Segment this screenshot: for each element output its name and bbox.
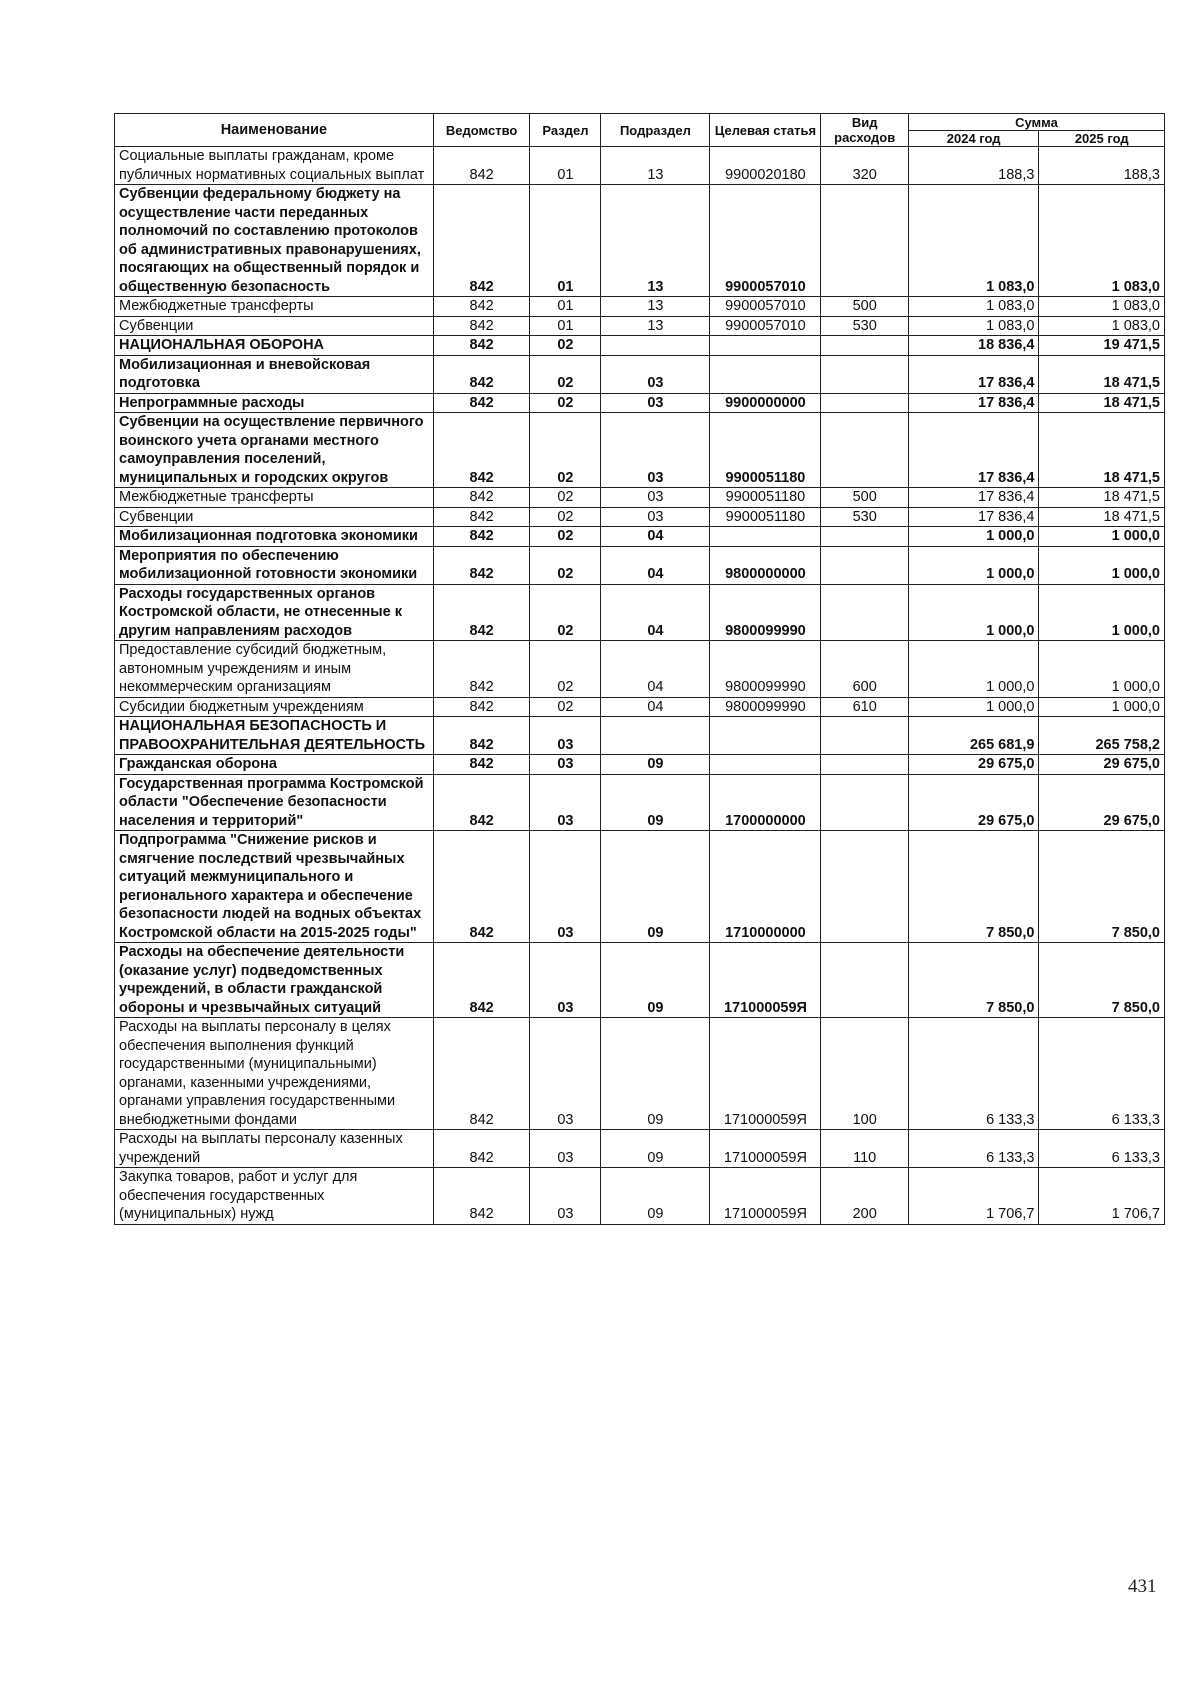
cell-subsection: 04 — [601, 546, 710, 584]
cell-dept: 842 — [433, 1018, 530, 1130]
cell-y2024: 6 133,3 — [908, 1018, 1039, 1130]
table-row — [115, 641, 1165, 698]
cell-name: Подпрограмма "Снижение рисков и смягчение последствий чрезвычайных ситуаций межмуниципального и регионального характера и обеспечение безопасности людей на водных объектах Костромской области на 2015-2025 годы" — [115, 831, 434, 943]
table-row — [115, 507, 1165, 527]
cell-y2024: 1 000,0 — [908, 697, 1039, 717]
cell-exptype: 500 — [821, 488, 908, 508]
cell-name: Расходы государственных органов Костромской области, не отнесенные к другим направлениям расходов — [115, 584, 434, 641]
table-row — [115, 297, 1165, 317]
cell-y2024: 17 836,4 — [908, 413, 1039, 488]
cell-name: Субвенции — [115, 316, 434, 336]
cell-subsection: 03 — [601, 413, 710, 488]
cell-dept: 842 — [433, 413, 530, 488]
table-row — [115, 1168, 1165, 1225]
cell-y2024: 29 675,0 — [908, 774, 1039, 831]
cell-dept: 842 — [433, 336, 530, 356]
cell-name: Субвенции — [115, 507, 434, 527]
budget-table — [114, 113, 1165, 1225]
cell-y2024: 29 675,0 — [908, 755, 1039, 775]
cell-section: 03 — [530, 1018, 601, 1130]
header-target: Целевая статья — [710, 114, 821, 147]
cell-subsection: 04 — [601, 697, 710, 717]
cell-subsection: 13 — [601, 297, 710, 317]
cell-target — [710, 527, 821, 547]
cell-section: 02 — [530, 641, 601, 698]
cell-target: 171000059Я — [710, 1018, 821, 1130]
cell-y2025: 1 706,7 — [1039, 1168, 1165, 1225]
cell-name: Непрограммные расходы — [115, 393, 434, 413]
cell-target: 9900000000 — [710, 393, 821, 413]
cell-target: 9800099990 — [710, 697, 821, 717]
cell-section: 02 — [530, 393, 601, 413]
cell-name: Социальные выплаты гражданам, кроме публичных нормативных социальных выплат — [115, 147, 434, 185]
cell-section: 02 — [530, 527, 601, 547]
cell-exptype — [821, 546, 908, 584]
cell-y2025: 18 471,5 — [1039, 507, 1165, 527]
table-row — [115, 774, 1165, 831]
cell-target: 9800000000 — [710, 546, 821, 584]
cell-dept: 842 — [433, 527, 530, 547]
cell-section: 02 — [530, 413, 601, 488]
cell-name: Расходы на выплаты персоналу казенных учреждений — [115, 1130, 434, 1168]
cell-subsection: 09 — [601, 774, 710, 831]
cell-target: 9900020180 — [710, 147, 821, 185]
table-row — [115, 831, 1165, 943]
cell-y2025: 1 000,0 — [1039, 697, 1165, 717]
cell-y2025: 6 133,3 — [1039, 1018, 1165, 1130]
cell-name: Субвенции на осуществление первичного воинского учета органами местного самоуправления поселений, муниципальных и городских округов — [115, 413, 434, 488]
cell-y2025: 19 471,5 — [1039, 336, 1165, 356]
header-name: Наименование — [115, 114, 434, 147]
cell-dept: 842 — [433, 355, 530, 393]
cell-subsection: 03 — [601, 355, 710, 393]
cell-dept: 842 — [433, 717, 530, 755]
cell-subsection: 04 — [601, 641, 710, 698]
cell-name: НАЦИОНАЛЬНАЯ ОБОРОНА — [115, 336, 434, 356]
cell-name: НАЦИОНАЛЬНАЯ БЕЗОПАСНОСТЬ И ПРАВООХРАНИТЕЛЬНАЯ ДЕЯТЕЛЬНОСТЬ — [115, 717, 434, 755]
table-row — [115, 527, 1165, 547]
cell-y2024: 17 836,4 — [908, 507, 1039, 527]
table-row — [115, 355, 1165, 393]
cell-subsection: 04 — [601, 527, 710, 547]
cell-section: 02 — [530, 546, 601, 584]
cell-exptype: 100 — [821, 1018, 908, 1130]
cell-y2024: 17 836,4 — [908, 355, 1039, 393]
cell-subsection: 09 — [601, 831, 710, 943]
cell-y2025: 1 000,0 — [1039, 584, 1165, 641]
header-dept: Ведомство — [433, 114, 530, 147]
cell-y2025: 29 675,0 — [1039, 774, 1165, 831]
cell-target: 9900057010 — [710, 297, 821, 317]
cell-exptype: 500 — [821, 297, 908, 317]
table-row — [115, 488, 1165, 508]
cell-dept: 842 — [433, 774, 530, 831]
cell-section: 03 — [530, 1130, 601, 1168]
table-row — [115, 943, 1165, 1018]
cell-y2025: 265 758,2 — [1039, 717, 1165, 755]
cell-name: Субсидии бюджетным учреждениям — [115, 697, 434, 717]
cell-y2024: 1 000,0 — [908, 641, 1039, 698]
cell-y2024: 1 083,0 — [908, 185, 1039, 297]
cell-section: 02 — [530, 507, 601, 527]
table-row — [115, 393, 1165, 413]
cell-name: Мобилизационная и вневойсковая подготовка — [115, 355, 434, 393]
cell-y2024: 1 000,0 — [908, 527, 1039, 547]
cell-exptype: 200 — [821, 1168, 908, 1225]
cell-section: 02 — [530, 697, 601, 717]
cell-name: Межбюджетные трансферты — [115, 297, 434, 317]
cell-y2025: 1 000,0 — [1039, 546, 1165, 584]
table-row — [115, 1018, 1165, 1130]
cell-exptype — [821, 584, 908, 641]
cell-y2025: 1 000,0 — [1039, 641, 1165, 698]
cell-exptype — [821, 943, 908, 1018]
cell-section: 03 — [530, 1168, 601, 1225]
cell-name: Гражданская оборона — [115, 755, 434, 775]
cell-subsection: 03 — [601, 507, 710, 527]
cell-exptype — [821, 393, 908, 413]
cell-target — [710, 755, 821, 775]
cell-exptype — [821, 336, 908, 356]
cell-subsection: 13 — [601, 185, 710, 297]
cell-section: 01 — [530, 316, 601, 336]
header-sum: Сумма — [908, 114, 1164, 131]
cell-section: 01 — [530, 185, 601, 297]
cell-name: Расходы на обеспечение деятельности (оказание услуг) подведомственных учреждений, в области гражданской обороны и чрезвычайных ситуаций — [115, 943, 434, 1018]
cell-exptype — [821, 755, 908, 775]
cell-subsection: 09 — [601, 943, 710, 1018]
cell-y2025: 6 133,3 — [1039, 1130, 1165, 1168]
cell-y2024: 1 083,0 — [908, 297, 1039, 317]
cell-dept: 842 — [433, 831, 530, 943]
cell-target: 9800099990 — [710, 584, 821, 641]
cell-section: 03 — [530, 774, 601, 831]
cell-dept: 842 — [433, 943, 530, 1018]
cell-subsection: 13 — [601, 316, 710, 336]
cell-exptype: 110 — [821, 1130, 908, 1168]
table-row — [115, 316, 1165, 336]
cell-target — [710, 355, 821, 393]
cell-target: 1710000000 — [710, 831, 821, 943]
cell-y2024: 6 133,3 — [908, 1130, 1039, 1168]
cell-subsection: 09 — [601, 1130, 710, 1168]
cell-target: 9900057010 — [710, 185, 821, 297]
cell-target: 1700000000 — [710, 774, 821, 831]
cell-target: 9900051180 — [710, 488, 821, 508]
cell-dept: 842 — [433, 488, 530, 508]
cell-y2024: 1 000,0 — [908, 546, 1039, 584]
cell-y2024: 1 000,0 — [908, 584, 1039, 641]
cell-y2025: 1 083,0 — [1039, 297, 1165, 317]
cell-exptype: 600 — [821, 641, 908, 698]
cell-y2024: 188,3 — [908, 147, 1039, 185]
cell-section: 02 — [530, 488, 601, 508]
cell-y2025: 29 675,0 — [1039, 755, 1165, 775]
cell-subsection — [601, 717, 710, 755]
cell-dept: 842 — [433, 641, 530, 698]
cell-y2025: 1 000,0 — [1039, 527, 1165, 547]
cell-section: 03 — [530, 755, 601, 775]
cell-y2025: 18 471,5 — [1039, 355, 1165, 393]
header-year-2025: 2025 год — [1039, 131, 1165, 147]
cell-target: 9800099990 — [710, 641, 821, 698]
header-section: Раздел — [530, 114, 601, 147]
cell-name: Государственная программа Костромской области "Обеспечение безопасности населения и территорий" — [115, 774, 434, 831]
table-row — [115, 336, 1165, 356]
cell-y2025: 1 083,0 — [1039, 316, 1165, 336]
cell-exptype — [821, 355, 908, 393]
cell-subsection: 13 — [601, 147, 710, 185]
cell-dept: 842 — [433, 147, 530, 185]
cell-subsection: 03 — [601, 393, 710, 413]
table-body — [115, 147, 1165, 1225]
cell-y2024: 7 850,0 — [908, 831, 1039, 943]
cell-exptype: 320 — [821, 147, 908, 185]
cell-target: 9900051180 — [710, 507, 821, 527]
cell-target: 171000059Я — [710, 943, 821, 1018]
cell-section: 02 — [530, 584, 601, 641]
table-row — [115, 546, 1165, 584]
cell-dept: 842 — [433, 507, 530, 527]
table-row — [115, 697, 1165, 717]
cell-exptype: 530 — [821, 316, 908, 336]
cell-subsection: 09 — [601, 1168, 710, 1225]
cell-y2024: 17 836,4 — [908, 393, 1039, 413]
cell-section: 01 — [530, 297, 601, 317]
cell-name: Расходы на выплаты персоналу в целях обеспечения выполнения функций государственными (муниципальными) органами, казенными учреждениями, органами управления государственными внебюджетными фондами — [115, 1018, 434, 1130]
cell-target — [710, 336, 821, 356]
cell-dept: 842 — [433, 393, 530, 413]
cell-y2024: 17 836,4 — [908, 488, 1039, 508]
cell-y2024: 18 836,4 — [908, 336, 1039, 356]
cell-section: 03 — [530, 943, 601, 1018]
cell-name: Субвенции федеральному бюджету на осуществление части переданных полномочий по составлению протоколов об административных правонарушениях, посягающих на общественный порядок и общественную безопасность — [115, 185, 434, 297]
cell-y2025: 7 850,0 — [1039, 943, 1165, 1018]
cell-section: 01 — [530, 147, 601, 185]
cell-y2025: 188,3 — [1039, 147, 1165, 185]
cell-exptype — [821, 527, 908, 547]
table-row — [115, 717, 1165, 755]
cell-section: 02 — [530, 336, 601, 356]
cell-section: 03 — [530, 717, 601, 755]
cell-section: 03 — [530, 831, 601, 943]
cell-subsection: 04 — [601, 584, 710, 641]
header-exptype: Вид расходов — [821, 114, 908, 147]
table-row — [115, 413, 1165, 488]
cell-dept: 842 — [433, 584, 530, 641]
cell-target — [710, 717, 821, 755]
cell-y2025: 18 471,5 — [1039, 488, 1165, 508]
cell-section: 02 — [530, 355, 601, 393]
cell-y2024: 7 850,0 — [908, 943, 1039, 1018]
cell-dept: 842 — [433, 297, 530, 317]
cell-subsection — [601, 336, 710, 356]
cell-exptype — [821, 717, 908, 755]
header-year-2024: 2024 год — [908, 131, 1039, 147]
table-row — [115, 185, 1165, 297]
table-row — [115, 584, 1165, 641]
cell-target: 9900051180 — [710, 413, 821, 488]
cell-dept: 842 — [433, 1130, 530, 1168]
cell-y2025: 18 471,5 — [1039, 413, 1165, 488]
cell-exptype: 610 — [821, 697, 908, 717]
cell-dept: 842 — [433, 697, 530, 717]
cell-name: Мобилизационная подготовка экономики — [115, 527, 434, 547]
cell-exptype: 530 — [821, 507, 908, 527]
cell-y2025: 1 083,0 — [1039, 185, 1165, 297]
cell-dept: 842 — [433, 546, 530, 584]
cell-target: 9900057010 — [710, 316, 821, 336]
table-header — [115, 114, 1165, 147]
cell-dept: 842 — [433, 316, 530, 336]
cell-exptype — [821, 774, 908, 831]
cell-subsection: 09 — [601, 1018, 710, 1130]
cell-exptype — [821, 185, 908, 297]
cell-dept: 842 — [433, 185, 530, 297]
cell-subsection: 09 — [601, 755, 710, 775]
cell-name: Предоставление субсидий бюджетным, автономным учреждениям и иным некоммерческим организациям — [115, 641, 434, 698]
cell-exptype — [821, 413, 908, 488]
cell-dept: 842 — [433, 755, 530, 775]
cell-name: Закупка товаров, работ и услуг для обеспечения государственных (муниципальных) нужд — [115, 1168, 434, 1225]
cell-name: Межбюджетные трансферты — [115, 488, 434, 508]
cell-y2025: 18 471,5 — [1039, 393, 1165, 413]
cell-y2024: 1 083,0 — [908, 316, 1039, 336]
header-subsection: Подраздел — [601, 114, 710, 147]
cell-y2024: 265 681,9 — [908, 717, 1039, 755]
cell-subsection: 03 — [601, 488, 710, 508]
cell-target: 171000059Я — [710, 1130, 821, 1168]
page-number: 431 — [1128, 1576, 1157, 1597]
cell-y2025: 7 850,0 — [1039, 831, 1165, 943]
cell-name: Мероприятия по обеспечению мобилизационной готовности экономики — [115, 546, 434, 584]
cell-dept: 842 — [433, 1168, 530, 1225]
cell-exptype — [821, 831, 908, 943]
table-row — [115, 147, 1165, 185]
table-row — [115, 1130, 1165, 1168]
cell-target: 171000059Я — [710, 1168, 821, 1225]
table-row — [115, 755, 1165, 775]
cell-y2024: 1 706,7 — [908, 1168, 1039, 1225]
